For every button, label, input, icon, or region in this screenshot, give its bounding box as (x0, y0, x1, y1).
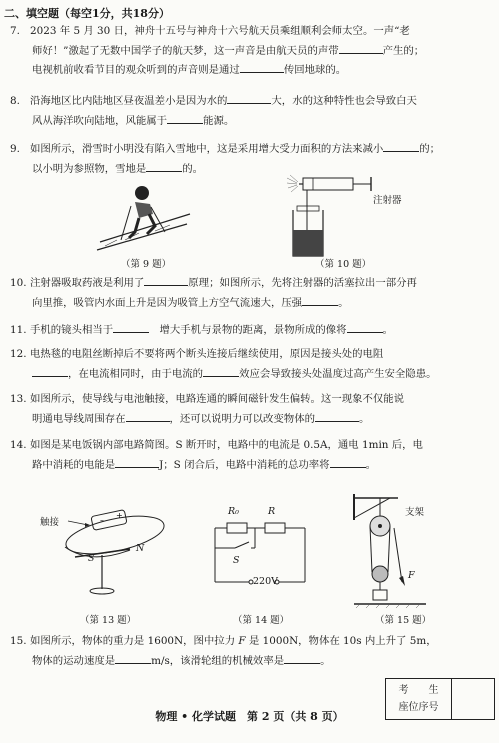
answer-blank[interactable] (113, 322, 149, 333)
question-text: ，还可以说明力可以改变物体的 (169, 412, 315, 425)
question-text: 是 1000N，物体在 10s 内上升了 5m， (248, 635, 437, 647)
voltage-label: 220V (253, 576, 278, 587)
touch-label: 触接 (40, 517, 60, 528)
question-text: 明通电导线周围存在 (32, 412, 126, 425)
answer-blank[interactable] (32, 366, 68, 377)
question-text: 2023 年 5 月 30 日，神舟十五号与神舟十六号航天员乘组顺利会师太空。一声“老 (30, 25, 410, 37)
question-number: 13. (10, 393, 27, 405)
question-text: 。 (382, 324, 393, 336)
answer-blank[interactable] (302, 295, 338, 306)
question-text: 原理；如图所示，先将注射器的活塞拉出一部分再 (188, 277, 417, 289)
question-text: 如图是某电饭锅内部电路简图。S 断开时，电路中的电流是 0.5A，通电 1min 后，电 (30, 439, 423, 451)
question-text: 物体的运动速度是 (32, 654, 116, 667)
question-text: 如图所示，物体的重力是 1600N，图中拉力 (30, 635, 236, 647)
question-13 (10, 390, 482, 429)
question-number: 11. (10, 324, 27, 336)
pole-s-label: S (88, 553, 95, 564)
switch-label: S (233, 555, 240, 566)
question-text: 增大手机与景物的距离，景物所成的像将 (159, 324, 347, 336)
page-footer: 物理 • 化学试题 第 2 页（共 8 页） (155, 710, 344, 723)
skier-figure (95, 180, 195, 255)
question-number: 10. (10, 277, 27, 289)
question-text: 风从海洋吹向陆地，风能属于 (32, 114, 168, 127)
question-text: 。 (358, 412, 370, 425)
question-text: 以小明为参照物，雪地是 (32, 162, 147, 175)
question-14 (10, 436, 482, 475)
question-text: ，在电流相同时，由于电流的 (68, 367, 204, 380)
answer-blank[interactable] (339, 43, 383, 54)
question-number: 12. (10, 348, 27, 360)
bracket-label: 支架 (405, 507, 425, 518)
question-text: m/s，该滑轮组的机械效率是 (151, 654, 285, 667)
question-text: 电视机前收看节目的观众听到的声音则是通过 (32, 64, 240, 76)
question-text: 大，水的这种特性也会导致白天 (271, 95, 417, 107)
question-11 (10, 321, 482, 341)
question-text: F (238, 635, 246, 647)
question-text: 产生的； (382, 44, 425, 57)
figure-caption: （第 14 题） (233, 615, 290, 626)
figure-caption: （第 10 题） (315, 259, 372, 270)
question-text: 。 (338, 296, 349, 309)
question-12 (10, 345, 482, 384)
question-text: 效应会导致接头处温度过高产生安全隐患。 (239, 367, 437, 380)
question-number: 14. (10, 439, 27, 451)
answer-blank[interactable] (126, 411, 170, 422)
figure-caption: （第 13 题） (80, 615, 137, 626)
question-text: 注射器吸取药液是利用了 (30, 277, 145, 289)
question-text: 师好！”激起了无数中国学子的航天梦，这一声音是由航天员的声带 (32, 44, 339, 57)
question-text: 路中消耗的电能是 (32, 458, 116, 471)
svg-text:–: – (100, 516, 104, 525)
question-text: J；S 闭合后，电路中消耗的总功率将 (159, 458, 330, 471)
question-text: 如图所示，使导线与电池触接，电路连通的瞬间磁针发生偏转。这一现象不仅能说 (30, 393, 405, 405)
question-text: 如图所示，滑雪时小明没有陷入雪地中，这是采用增大受力面积的方法来减小 (30, 143, 384, 155)
question-text: 手机的镜头相当于 (30, 324, 114, 336)
question-text: 电热毯的电阻丝断掉后不要将两个断头连接后继续使用，原因是接头处的电阻 (30, 348, 384, 360)
question-number: 9. (10, 143, 20, 155)
r0-label: R₀ (228, 506, 239, 517)
seat-label-line: 座位序号 (398, 702, 439, 713)
question-text: 传回地球的。 (283, 64, 347, 76)
question-text: 能源。 (203, 114, 235, 127)
question-number: 7. (10, 25, 20, 37)
seat-label-line: 考 生 (398, 685, 439, 696)
svg-text:+: + (116, 511, 123, 520)
section-title: 二、填空题（每空1分，共18分） (4, 7, 170, 20)
question-text: 。 (365, 458, 376, 471)
answer-blank[interactable] (144, 275, 188, 286)
answer-blank[interactable] (284, 653, 320, 664)
force-label: F (408, 570, 415, 581)
answer-blank[interactable] (115, 653, 151, 664)
answer-blank[interactable] (347, 322, 383, 333)
injector-label: 注射器 (373, 195, 402, 206)
question-text: 沿海地区比内陆地区昼夜温差小是因为水的 (30, 95, 228, 107)
question-text: 的。 (182, 162, 204, 175)
question-text: 向里推，吸管内水面上升是因为吸管上方空气流速大，压强 (32, 296, 303, 309)
answer-blank[interactable] (115, 457, 159, 468)
question-9 (10, 140, 482, 179)
answer-blank[interactable] (315, 411, 359, 422)
answer-blank[interactable] (167, 113, 203, 124)
question-8 (10, 92, 482, 131)
answer-blank[interactable] (330, 457, 366, 468)
question-10 (10, 274, 482, 313)
answer-blank[interactable] (383, 141, 419, 152)
injector-figure (285, 172, 405, 260)
figure-caption: （第 9 题） (121, 259, 172, 270)
question-text: 的； (419, 143, 441, 155)
question-number: 15. (10, 635, 27, 647)
question-15 (10, 632, 482, 671)
pole-n-label: N (136, 543, 145, 554)
answer-blank[interactable] (146, 161, 182, 172)
question-text: 。 (320, 654, 331, 667)
answer-blank[interactable] (203, 366, 239, 377)
question-7 (10, 22, 482, 81)
answer-blank[interactable] (240, 62, 284, 73)
figure-caption: （第 15 题） (375, 615, 432, 626)
question-number: 8. (10, 95, 20, 107)
answer-blank[interactable] (227, 93, 271, 104)
r-label: R (268, 506, 276, 517)
